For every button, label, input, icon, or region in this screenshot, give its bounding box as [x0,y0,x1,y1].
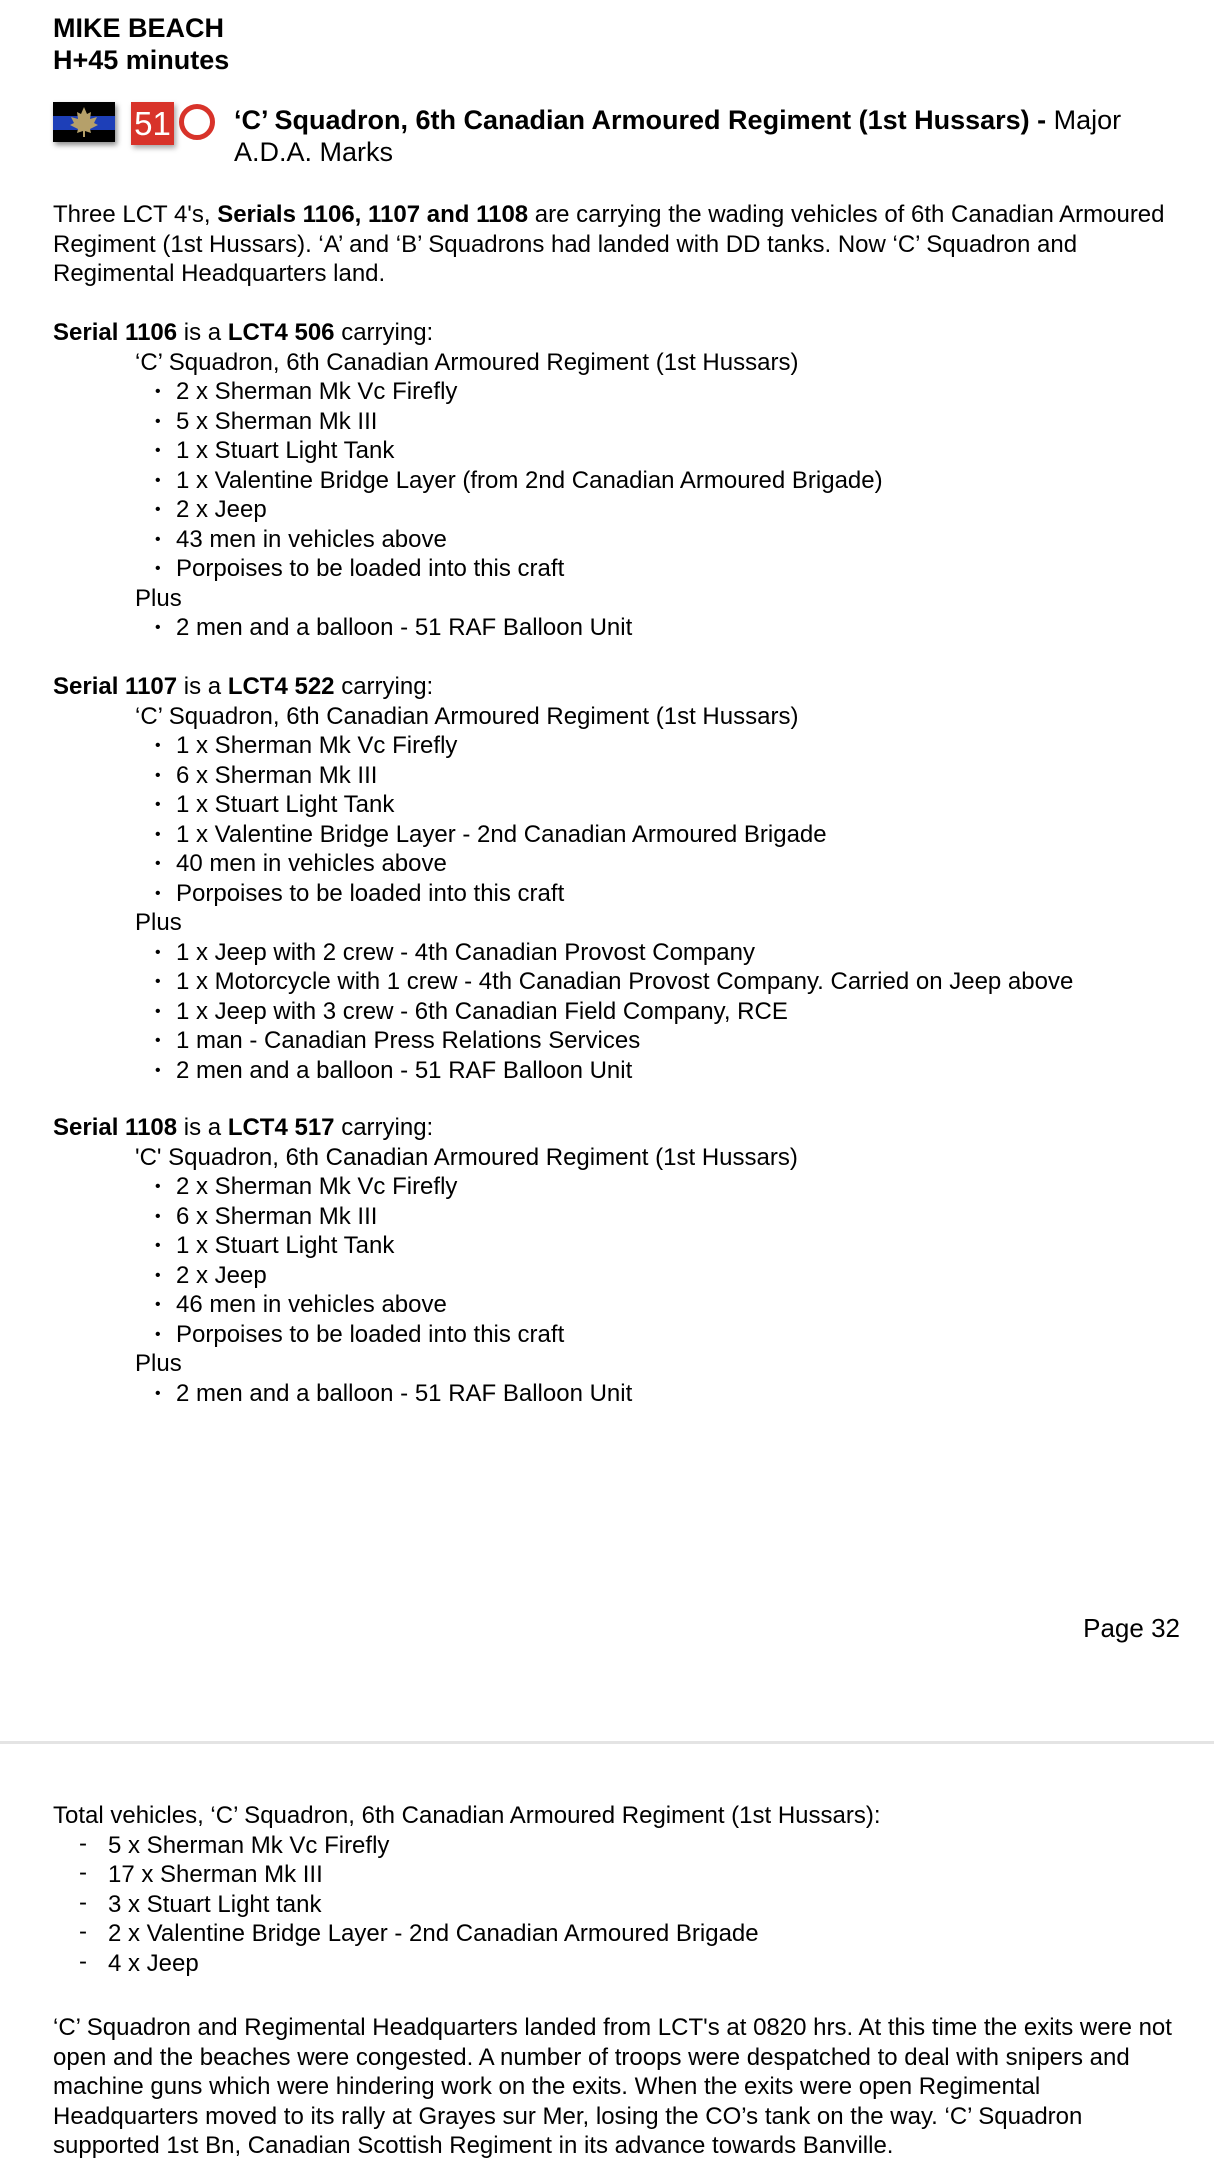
unit-name: ‘C’ Squadron, 6th Canadian Armoured Regiment (1st Hussars) - [234,105,1047,135]
list-item: • 1 x Stuart Light Tank [53,790,1183,820]
list-item: • 2 x Jeep [53,1261,1183,1291]
list-item: • 1 x Jeep with 3 crew - 6th Canadian Field Company, RCE [53,997,1183,1027]
intro-paragraph [53,200,1183,289]
list-item: • Porpoises to be loaded into this craft [53,1320,1183,1350]
list-item: • 2 men and a balloon - 51 RAF Balloon Unit [53,1379,1183,1409]
list-item: - 4 x Jeep [53,1949,1183,1979]
serial-line [53,672,1183,702]
list-item: • 2 men and a balloon - 51 RAF Balloon Unit [53,1056,1183,1086]
serial-number: Serial 1108 [53,1114,178,1141]
list-item: • 2 men and a balloon - 51 RAF Balloon Unit [53,613,1183,643]
cargo-list [53,1172,1183,1349]
craft-name: LCT4 517 [227,1114,335,1141]
plus-list [53,613,1183,643]
list-item: • 46 men in vehicles above [53,1290,1183,1320]
intro-text-2: are carrying the wading vehicles of 6th Canadian Armoured Regiment (1st Hussars). ‘A’ and ‘B’ Squadrons had landed with DD tanks. Now ‘C’ Squadron and Regimental Headquarters land. [53,201,1165,287]
list-item: - 5 x Sherman Mk Vc Firefly [53,1831,1183,1861]
cargo-list [53,377,1183,584]
maple-leaf-icon [69,106,99,138]
list-item: • 1 x Stuart Light Tank [53,1231,1183,1261]
cargo-list [53,731,1183,908]
division-number-badge: 51 [131,102,174,145]
list-item: • 6 x Sherman Mk III [53,761,1183,791]
list-item: • 1 x Motorcycle with 1 crew - 4th Canadian Provost Company. Carried on Jeep above [53,967,1183,997]
page-header [53,12,229,76]
serial-block-1106 [53,318,1183,643]
plus-label: Plus [135,909,182,936]
serial-text: carrying: [334,319,434,346]
list-item: • 5 x Sherman Mk III [53,407,1183,437]
serial-text: is a [177,319,228,346]
list-item: • Porpoises to be loaded into this craft [53,554,1183,584]
list-item: - 2 x Valentine Bridge Layer - 2nd Canadian Armoured Brigade [53,1919,1183,1949]
list-item: • 1 x Valentine Bridge Layer - 2nd Canadian Armoured Brigade [53,820,1183,850]
page-number: Page 32 [1083,1613,1180,1643]
intro-text-1: Three LCT 4's, [53,201,218,228]
list-item: • 1 x Jeep with 2 crew - 4th Canadian Provost Company [53,938,1183,968]
list-item: • 40 men in vehicles above [53,849,1183,879]
unit-heading [53,102,1213,174]
list-item: • 2 x Sherman Mk Vc Firefly [53,377,1183,407]
serial-unit: 'C' Squadron, 6th Canadian Armoured Regiment (1st Hussars) [135,1143,798,1171]
totals-heading: Total vehicles, ‘C’ Squadron, 6th Canadian Armoured Regiment (1st Hussars): [53,1802,881,1829]
list-item: • 1 man - Canadian Press Relations Services [53,1026,1183,1056]
red-circle-icon [179,104,215,140]
plus-list [53,938,1183,1086]
totals-section [53,1801,1183,1978]
serial-unit: ‘C’ Squadron, 6th Canadian Armoured Regiment (1st Hussars) [135,348,799,376]
list-item: • 2 x Jeep [53,495,1183,525]
unit-title [234,104,1194,168]
plus-list [53,1379,1183,1409]
list-item: • 2 x Sherman Mk Vc Firefly [53,1172,1183,1202]
timing-title: H+45 minutes [53,45,230,75]
serial-number: Serial 1107 [53,673,178,700]
canadian-armoured-flag-icon [53,102,115,142]
serial-text: carrying: [334,1114,434,1141]
serial-line [53,318,1183,348]
serial-line [53,1113,1183,1143]
list-item: • 6 x Sherman Mk III [53,1202,1183,1232]
list-item: • Porpoises to be loaded into this craft [53,879,1183,909]
list-item: - 3 x Stuart Light tank [53,1890,1183,1920]
list-item: • 1 x Sherman Mk Vc Firefly [53,731,1183,761]
serial-text: carrying: [334,673,434,700]
totals-list [53,1831,1183,1979]
craft-name: LCT4 506 [227,319,335,346]
list-item: • 43 men in vehicles above [53,525,1183,555]
craft-name: LCT4 522 [227,673,335,700]
serial-block-1108 [53,1113,1183,1408]
unit-commander: Major A.D.A. Marks [234,105,1122,167]
closing-paragraph: ‘C’ Squadron and Regimental Headquarters landed from LCT's at 0820 hrs. At this time the exits were not open and the beaches were congested. A number of troops were despatched to deal with snipers and machine guns which were hindering work on the exits. When the exits were open Regimental Headquarters moved to its rally at Grayes sur Mer, losing the CO’s tank on the way. ‘C’ Squadron supported 1st Bn, Canadian Scottish Regiment in its advance towards Banville. [53,2014,1172,2159]
list-item: • 1 x Valentine Bridge Layer (from 2nd Canadian Armoured Brigade) [53,466,1183,496]
beach-title: MIKE BEACH [53,13,225,43]
list-item: - 17 x Sherman Mk III [53,1860,1183,1890]
list-item: • 1 x Stuart Light Tank [53,436,1183,466]
plus-label: Plus [135,1350,182,1377]
serial-block-1107 [53,672,1183,1085]
serial-text: is a [177,1114,228,1141]
plus-label: Plus [135,584,182,612]
serial-unit: ‘C’ Squadron, 6th Canadian Armoured Regiment (1st Hussars) [135,702,799,730]
document-page-33 [0,1744,1214,2167]
serial-number: Serial 1106 [53,319,178,346]
serial-text: is a [177,673,228,700]
intro-serials: Serials 1106, 1107 and 1108 [217,201,529,228]
